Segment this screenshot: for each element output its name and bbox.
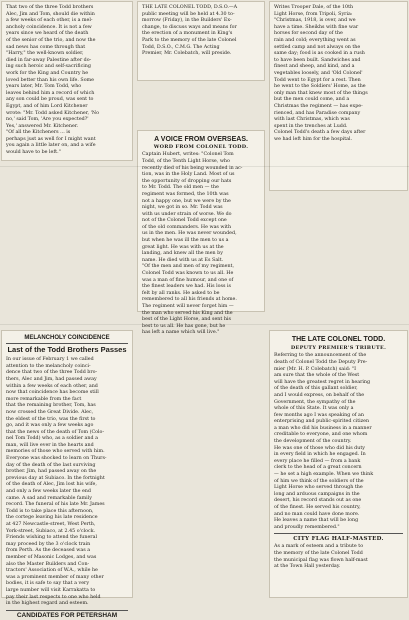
text-line: regiment was formed, the 10th was bbox=[142, 191, 229, 197]
clipping-heading: MELANCHOLY COINCIDENCE bbox=[24, 335, 110, 341]
text-line: brother. Jim, had passed away on the bbox=[6, 469, 97, 475]
text-line: man, will live ever in the hearts and bbox=[6, 442, 94, 448]
text-line: dence that two of the three Todd bro- bbox=[6, 370, 98, 376]
text-line: "Christmas, 1918, is over, and we bbox=[274, 18, 356, 24]
page-fold bbox=[0, 166, 409, 167]
text-line: remembered to all his friends at home. bbox=[142, 297, 237, 303]
text-line: Christmas the regiment — has expe- bbox=[274, 103, 363, 109]
text-line: change, to discuss ways and means for bbox=[142, 24, 237, 30]
text-line: within a few weeks of each other, and bbox=[6, 383, 98, 389]
text-line: The regiment will never forget him — bbox=[142, 304, 234, 309]
text-line: Egypt, and of him Lord Kitchener bbox=[6, 103, 88, 109]
text-line: go, and it was only a few weeks ago bbox=[6, 423, 94, 429]
text-line: He leaves a name that will be long bbox=[274, 518, 359, 524]
clipping-voice-from-overseas bbox=[137, 130, 265, 336]
text-line: public meeting will be held at 4.30 to- bbox=[142, 11, 235, 17]
text-line: settled camp and not always on the bbox=[274, 44, 361, 50]
text-line: was a man of fine humour, and one of bbox=[142, 277, 234, 283]
text-line: am sure that the whole of the West bbox=[274, 373, 360, 379]
text-line: few months ago I was speaking of an bbox=[274, 412, 364, 418]
divider bbox=[274, 533, 403, 534]
text-line: attention to the melancholy coinci- bbox=[6, 363, 91, 369]
text-line: you again a little later on, and a wife bbox=[6, 143, 96, 149]
text-line: of the senior of the trio, and now the bbox=[6, 37, 96, 43]
text-line: creditable to everyone, and one whom bbox=[274, 432, 368, 438]
text-line: also the Master Builders and Con- bbox=[6, 561, 90, 567]
text-line: and proudly remembered." bbox=[274, 524, 340, 530]
text-line: Alec, Jim and Tom, should die within bbox=[6, 11, 95, 17]
text-line: of him we think of the soldiers of the bbox=[274, 478, 364, 484]
text-line: great light. He was with us at the bbox=[142, 244, 224, 250]
text-line: day of the death of the last surviving bbox=[6, 462, 96, 468]
text-line: memories of those who served with him. bbox=[6, 449, 105, 455]
page-fold bbox=[0, 324, 409, 325]
text-line: enterprising and public-spirited citizen bbox=[274, 419, 370, 425]
text-line: finest and sheep, and kind, and a bbox=[274, 64, 355, 70]
text-line: morrow (Friday), in the Builders' Ex- bbox=[142, 18, 232, 24]
text-line: "Of all the Kitcheners ... is bbox=[6, 130, 71, 136]
text-line: to have been built. Sandwiches and bbox=[274, 57, 361, 63]
text-line: the finest leaders we had. His loss is bbox=[142, 284, 231, 290]
text-line: only man that knew most of the things bbox=[274, 90, 368, 96]
text-line: would have to be left." bbox=[6, 150, 61, 156]
text-line: nel Tom Todd) who, as a soldier and a bbox=[6, 436, 98, 442]
text-line: THE LATE COLONEL TODD, D.S.O.—A bbox=[142, 5, 238, 10]
text-line: the eldest of the trio, was the first to bbox=[6, 416, 96, 422]
text-line: died in far-away Palestine after do- bbox=[6, 57, 92, 63]
text-line: the municipal flag was flown half-mast bbox=[274, 557, 368, 563]
text-line: In our issue of February 1 we called bbox=[6, 357, 94, 363]
text-line: "Of the men and men of my regiment, bbox=[142, 264, 235, 270]
text-line: "Harry," the well-known soldier, bbox=[6, 51, 84, 57]
text-line: — he set a high example. When we think bbox=[274, 472, 374, 478]
text-line: now that coincidence has become still bbox=[6, 390, 99, 396]
text-line: has left a name which will live." bbox=[142, 330, 220, 336]
clipping-footer-heading: CANDIDATES FOR PETERSHAM bbox=[16, 611, 118, 619]
text-line: loved better than his own life. Some bbox=[6, 77, 94, 83]
text-line: Government, the sympathy of the bbox=[274, 399, 356, 405]
clipping-melancholy-coincidence bbox=[1, 330, 133, 619]
text-line: name. He died with us at Es Salt. bbox=[142, 257, 224, 263]
clipping-heading: A VOICE FROM OVERSEAS. bbox=[154, 136, 248, 143]
text-line: was a prominent member of many other bbox=[6, 574, 104, 580]
text-line: Referring to the announcement of the bbox=[274, 353, 367, 359]
text-line: He was one of those who did his duty bbox=[274, 445, 365, 451]
text-line: a man who did his business in a manner bbox=[274, 425, 372, 431]
text-line: in the highest regard and esteem. bbox=[6, 601, 89, 607]
text-line: came. A sad and remarkable family bbox=[6, 495, 92, 501]
text-line: but when he was ill the men to us a bbox=[142, 238, 229, 244]
text-line: to Mr. Todd. The old men — the bbox=[142, 185, 219, 191]
text-line: he went to the Soldiers' Home, as the bbox=[274, 84, 366, 90]
text-line: now crossed the Great Divide. Alec, bbox=[6, 409, 94, 415]
clipping-footer-heading: CITY FLAG HALF-MASTED. bbox=[293, 536, 384, 543]
text-line: record. The funeral of his late Mr. James bbox=[6, 502, 105, 508]
text-line: any son could be proud, was sent to bbox=[6, 97, 94, 103]
text-line: and no man could have done more. bbox=[274, 511, 360, 517]
text-line: Writes Trooper Dale, of the 10th bbox=[274, 5, 354, 10]
text-line: tion, was in the Holy Land. Most of us bbox=[142, 172, 235, 178]
text-line: with last Christmas, which was bbox=[274, 117, 350, 123]
text-line: that the remaining brother, Tom, has bbox=[6, 403, 96, 409]
text-line: no,' said Tom, 'Are you expected?' bbox=[6, 117, 89, 123]
text-line: whole of this State. It was only a bbox=[274, 406, 354, 412]
text-line: mier (Mr. H. P. Colebatch) said: "I bbox=[274, 366, 357, 372]
text-line: not of the Colonel Todd except one bbox=[142, 218, 227, 224]
text-line: and only a few weeks later the end bbox=[6, 489, 91, 495]
text-line: in every field in which he engaged. In bbox=[274, 452, 366, 458]
text-line: not a happy one, but we were by the bbox=[142, 198, 231, 204]
clipping-public-meeting bbox=[137, 1, 265, 81]
text-line: landing, and knew all the men by bbox=[142, 251, 223, 257]
divider bbox=[6, 343, 128, 344]
text-line: thers, Alec and Jim, had passed away bbox=[6, 376, 97, 382]
text-line: Todd, of the Tenth Light Horse, who bbox=[142, 158, 230, 164]
text-line: Todd went to Egypt for a rest. Then bbox=[274, 77, 361, 83]
text-line: we had left him for the hospital. bbox=[274, 136, 353, 142]
clipping-text bbox=[274, 353, 403, 530]
text-line: the erection of a monument in King's bbox=[142, 31, 233, 37]
text-line: York-street, Subiaco, at 2.45 o'clock. bbox=[6, 528, 96, 534]
clipping-text bbox=[6, 5, 128, 156]
text-line: more remarkable from the fact bbox=[6, 396, 82, 402]
text-line: with us under strain of worse. We do bbox=[142, 211, 232, 217]
text-line: the cortege leaving his late residence bbox=[6, 515, 98, 521]
text-line: same day; food is as cooked in a rush bbox=[274, 51, 365, 57]
text-line: Colonel Todd's death a few days after bbox=[274, 130, 366, 136]
clipping-text bbox=[6, 357, 128, 607]
text-line: tractors' Association of W.A., while he bbox=[6, 568, 98, 574]
clipping-subheading: DEPUTY PREMIER'S TRIBUTE. bbox=[290, 345, 387, 352]
text-line: ing such heroic and self-sacrificing bbox=[6, 64, 91, 70]
text-line: will have the greatest regret in hearing bbox=[274, 379, 371, 385]
text-line: ancholy coincidence. It is not a few bbox=[6, 24, 92, 30]
text-line: rienced, and has Paradise company bbox=[274, 110, 361, 116]
text-line: Park to the memory of the late Colonel bbox=[142, 37, 237, 43]
divider bbox=[6, 610, 128, 611]
text-line: sad news has come through that bbox=[6, 44, 86, 50]
text-line: every place he filled — from a bank bbox=[274, 458, 361, 464]
text-line: Yes,' answered Mr. Kitchener. bbox=[6, 123, 79, 129]
text-line: Todd, D.S.O., C.M.G. The Acting bbox=[142, 44, 220, 50]
text-line: years since we heard of the death bbox=[6, 31, 89, 37]
text-line: felt by all ranks. He asked to be bbox=[142, 290, 220, 296]
text-line: of the death of this gallant soldier, bbox=[274, 386, 358, 392]
text-line: Friends wishing to attend the funeral bbox=[6, 535, 97, 541]
text-line: best to us all. He has gone, but he bbox=[142, 323, 226, 329]
text-line: Colonel Todd was known to us all. He bbox=[142, 271, 234, 277]
text-line: at the Town Hall yesterday. bbox=[274, 564, 341, 570]
text-line: Everyone was shocked to learn on Thurs- bbox=[6, 456, 107, 462]
text-line: spent in the trenches at Ludd. bbox=[274, 123, 348, 129]
text-line: death of Colonel Todd the Deputy Pre- bbox=[274, 359, 368, 365]
text-line: clerk to the head of a great concern bbox=[274, 465, 362, 471]
text-line: of the death of Alec, Jim lost his wife, bbox=[6, 482, 97, 488]
text-line: us in the men. He was never wounded, bbox=[142, 231, 237, 237]
text-line: the opportunity of dropping our hats bbox=[142, 178, 232, 184]
clipping-late-colonel-todd bbox=[269, 330, 408, 598]
text-line: bodies, it is safe to say that a very bbox=[6, 581, 90, 587]
text-line: vegetables loosely, and 'Old Colonel' bbox=[274, 70, 363, 76]
text-line: Light Horse, from Tripoli, Syria: bbox=[274, 11, 353, 17]
text-line: of the old commanders. He was with bbox=[142, 224, 232, 230]
clipping-text bbox=[274, 544, 403, 569]
text-line: wrote: "Mr. Todd asked Kitchener, 'No bbox=[6, 110, 99, 116]
text-line: leaves behind him a record of which bbox=[6, 90, 95, 96]
text-line: that the news of the death of Tom (Colo- bbox=[6, 429, 105, 435]
clipping-subheading: WORD FROM COLONEL TODD. bbox=[153, 144, 249, 151]
text-line: Todd is to take place this afternoon, bbox=[6, 508, 94, 514]
text-line: As a mark of esteem and a tribute to bbox=[274, 544, 364, 550]
text-line: rain and cold; everything went as bbox=[274, 37, 356, 43]
text-line: from Perth. As the deceased was a bbox=[6, 548, 91, 554]
text-line: night, we got in so. Mr. Todd was bbox=[142, 205, 223, 211]
text-line: have a time. Sheikhs with fine war bbox=[274, 24, 359, 30]
clipping-text bbox=[142, 5, 260, 57]
text-line: the development of the country. bbox=[274, 439, 352, 445]
text-line: but the men could come, and a bbox=[274, 97, 350, 103]
text-line: at 427 Newcastle-street, West Perth, bbox=[6, 522, 96, 528]
text-line: work for the King and Country he bbox=[6, 70, 89, 76]
text-line: previous day at Subiaco. In the fortnight bbox=[6, 475, 105, 481]
text-line: member of Masonic Lodges, and was bbox=[6, 554, 97, 560]
text-line: Captain Hubert, writes: "Colonel Tom bbox=[142, 152, 234, 158]
text-line: pay their last respects to one who held bbox=[6, 594, 101, 600]
clipping-three-todd-brothers bbox=[1, 1, 133, 161]
text-line: of the finest. He served his country, bbox=[274, 505, 361, 510]
text-line: a few weeks of each other, is a mel- bbox=[6, 18, 93, 24]
clipping-text bbox=[142, 152, 260, 336]
text-line: and I would express, on behalf of the bbox=[274, 392, 365, 398]
text-line: large number will visit Karrakatta to bbox=[6, 587, 96, 593]
text-line: desert, his record stands out as one bbox=[274, 498, 362, 504]
text-line: That two of the three Todd brothers bbox=[6, 5, 94, 10]
clipping-trooper-dale bbox=[269, 1, 408, 191]
text-line: may proceed by the 3 o'clock train bbox=[6, 541, 91, 547]
text-line: perhaps just as well for I might want bbox=[6, 136, 96, 142]
text-line: years later, Mr. Tom Todd, who bbox=[6, 84, 82, 90]
text-line: the man who served his King and the bbox=[142, 310, 233, 316]
text-line: long and arduous campaigns in the bbox=[274, 491, 360, 497]
text-line: horses for second day of the bbox=[274, 31, 343, 37]
clipping-heading: THE LATE COLONEL TODD. bbox=[291, 336, 386, 343]
text-line: Premier, Mr. Colebatch, will preside. bbox=[142, 51, 232, 57]
text-line: best of the Light Horse, and sent his bbox=[142, 317, 231, 323]
text-line: recently died of his being wounded in ac- bbox=[142, 165, 243, 171]
clipping-subheading: Last of the Todd Brothers Passes bbox=[7, 345, 127, 355]
text-line: the memory of the late Colonel Todd bbox=[274, 550, 363, 556]
clipping-text bbox=[274, 5, 403, 142]
text-line: Light Horse who served through the bbox=[274, 485, 363, 491]
